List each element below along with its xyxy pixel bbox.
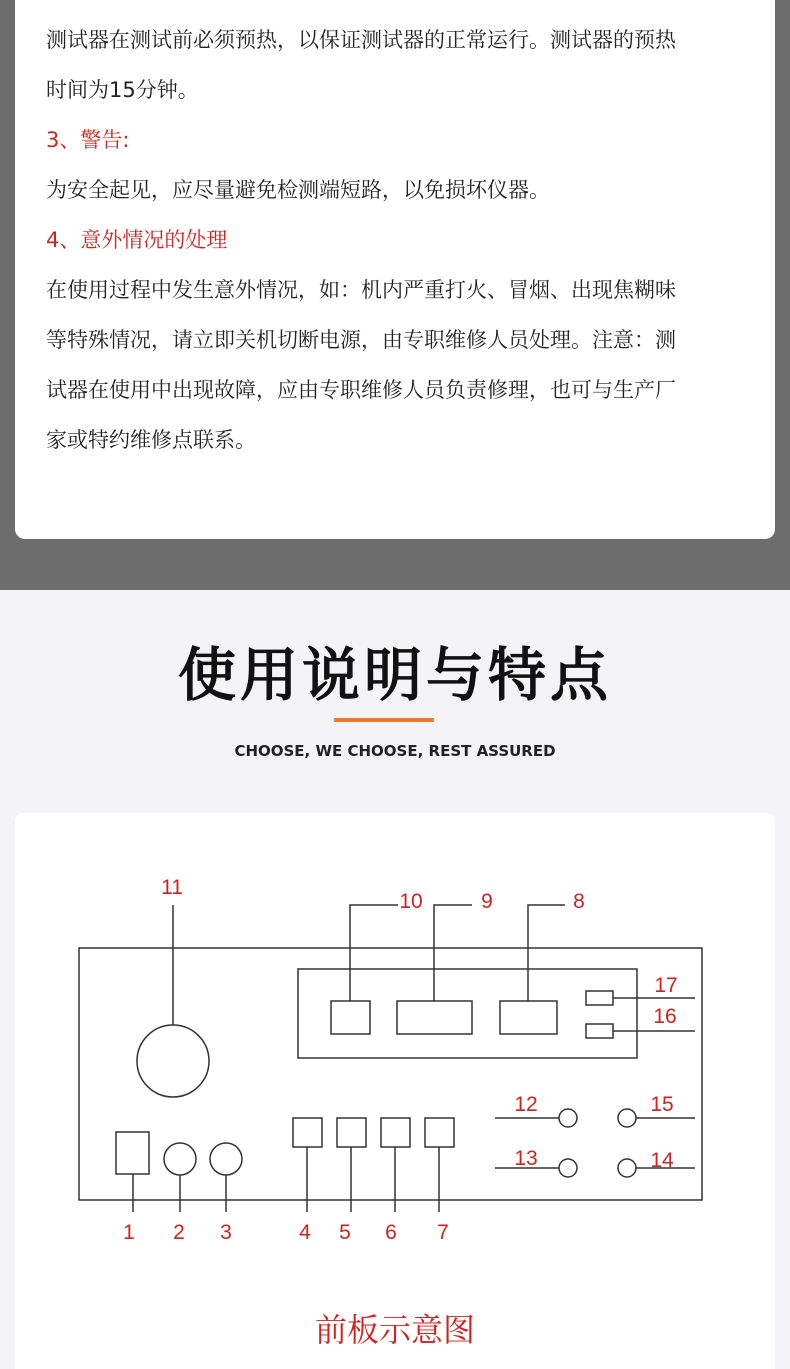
paragraph-warning: 为安全起见，应尽量避免检测端短路，以免损坏仪器。	[46, 178, 550, 202]
label-15: 15	[650, 1093, 674, 1116]
label-17: 17	[654, 974, 678, 997]
socket-3	[210, 1143, 242, 1175]
display-8	[500, 1001, 557, 1034]
button-5	[337, 1118, 366, 1147]
section-subtitle: CHOOSE, WE CHOOSE, REST ASSURED	[234, 742, 556, 760]
label-7: 7	[437, 1221, 449, 1244]
label-16: 16	[653, 1005, 677, 1028]
display-10	[331, 1001, 370, 1034]
label-1: 1	[123, 1221, 135, 1244]
paragraph-accident-line2: 等特殊情况，请立即关机切断电源，由专职维修人员处理。注意：测	[46, 328, 676, 352]
indicator-17	[586, 991, 613, 1005]
paragraph-accident-line3: 试器在使用中出现故障，应由专职维修人员负责修理，也可与生产厂	[46, 378, 676, 402]
label-10: 10	[399, 890, 423, 913]
terminal-14	[618, 1159, 636, 1177]
paragraph-accident-line1: 在使用过程中发生意外情况，如：机内严重打火、冒烟、出现焦糊味	[46, 278, 676, 302]
label-14: 14	[650, 1149, 674, 1172]
paragraph-preheat-line2: 时间为15分钟。	[46, 78, 199, 102]
button-7	[425, 1118, 454, 1147]
terminal-12	[559, 1109, 577, 1127]
label-3: 3	[220, 1221, 232, 1244]
display-window	[298, 969, 637, 1058]
heading-accident: 4、意外情况的处理	[46, 228, 228, 252]
button-4	[293, 1118, 322, 1147]
label-13: 13	[514, 1147, 538, 1170]
diagram-caption: 前板示意图	[314, 1312, 476, 1348]
paragraph-preheat-line1: 测试器在测试前必须预热，以保证测试器的正常运行。测试器的预热	[46, 28, 676, 52]
label-12: 12	[514, 1093, 538, 1116]
socket-2	[164, 1143, 196, 1175]
indicator-16	[586, 1024, 613, 1038]
label-11: 11	[161, 876, 183, 899]
terminal-13	[559, 1159, 577, 1177]
label-4: 4	[299, 1221, 311, 1244]
label-2: 2	[173, 1221, 185, 1244]
label-8: 8	[573, 890, 585, 913]
section-title: 使用说明与特点	[177, 641, 612, 709]
switch-1	[116, 1132, 149, 1174]
label-9: 9	[481, 890, 493, 913]
knob-11	[137, 1025, 209, 1097]
paragraph-accident-line4: 家或特约维修点联系。	[46, 428, 256, 452]
heading-warning: 3、警告:	[46, 128, 130, 152]
display-9	[397, 1001, 472, 1034]
label-5: 5	[339, 1221, 351, 1244]
terminal-15	[618, 1109, 636, 1127]
label-6: 6	[385, 1221, 397, 1244]
button-6	[381, 1118, 410, 1147]
